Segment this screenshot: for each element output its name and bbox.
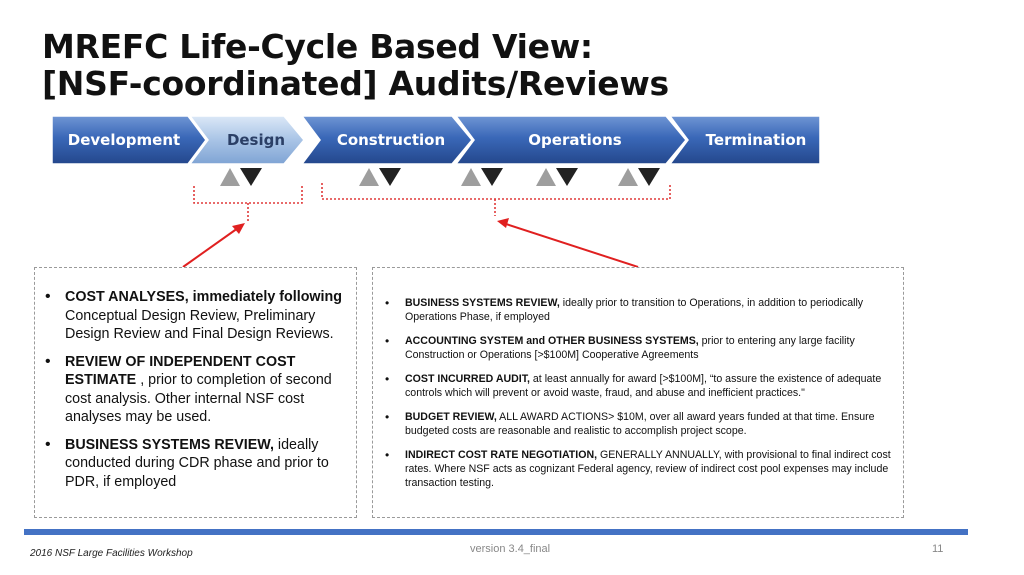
phase-label-construction: Construction	[336, 131, 446, 149]
review-description: at least annually for award [>$100M], “to assure the existence of adequate controls which will prevent or avoid waste, fraud, and abuse and inefficient practices."	[405, 373, 882, 399]
phase-label-termination: Termination	[705, 131, 807, 149]
right-panel-arrow	[497, 218, 638, 267]
list-item	[381, 448, 893, 490]
review-marker-4	[536, 168, 578, 186]
design-phase-bracket	[194, 186, 302, 222]
slide-title-line-2: [NSF-coordinated] Audits/Reviews	[42, 64, 669, 103]
construction-operations-review-list	[381, 296, 893, 490]
footer-divider	[24, 529, 968, 535]
review-title: REVIEW OF INDEPENDENT COST ESTIMATE	[65, 353, 296, 388]
review-description: , prior to completion of second cost analysis. Other internal NSF cost analyses may be used.	[65, 372, 332, 425]
footer-workshop-name: 2016 NSF Large Facilities Workshop	[30, 548, 193, 559]
review-description: ALL AWARD ACTIONS> $10M, over all award years funded at that time. Ensure budgeted costs are reasonable and realistic to accomplish project scope.	[405, 411, 875, 437]
list-item	[381, 296, 893, 324]
phase-label-design: Design	[226, 131, 286, 149]
construction-operations-bracket	[322, 183, 670, 216]
list-item	[381, 334, 893, 362]
phase-label-operations: Operations	[528, 131, 622, 149]
review-title: ACCOUNTING SYSTEM and OTHER BUSINESS SYSTEMS,	[405, 335, 699, 347]
review-description: ideally conducted during CDR phase and prior to PDR, if employed	[65, 436, 329, 490]
design-phase-reviews-panel	[34, 267, 357, 518]
review-marker-2	[359, 168, 401, 186]
review-description: ideally prior to transition to Operations, in addition to periodically Operations Phase, if employed	[405, 297, 864, 323]
review-description: GENERALLY ANNUALLY, with provisional to final indirect cost rates. Where NSF acts as cognizant Federal agency, review of indirect cost pool expenses may include transaction testing.	[405, 449, 891, 489]
list-item	[43, 436, 348, 492]
review-description: prior to entering any large facility Construction or Operations [>$100M] Cooperative Agreements	[405, 335, 855, 361]
construction-operations-reviews-panel	[372, 267, 904, 518]
phase-termination	[670, 116, 820, 164]
design-phase-review-list	[43, 288, 348, 491]
review-title: COST INCURRED AUDIT,	[405, 373, 530, 385]
phase-development	[52, 116, 206, 164]
list-item	[43, 353, 348, 427]
review-marker-3	[461, 168, 503, 186]
left-panel-arrow	[183, 223, 245, 267]
review-description: Conceptual Design Review, Preliminary Design Review and Final Design Reviews.	[65, 307, 334, 342]
slide-title	[42, 28, 669, 102]
review-marker-1	[220, 168, 262, 186]
review-title: COST ANALYSES, immediately following	[65, 289, 342, 305]
review-title: BUDGET REVIEW,	[405, 411, 497, 423]
phase-construction	[302, 116, 472, 164]
phase-label-development: Development	[67, 131, 181, 149]
list-item	[43, 288, 348, 344]
review-title: INDIRECT COST RATE NEGOTIATION,	[405, 449, 598, 461]
page-number: 11	[932, 543, 944, 555]
review-title: BUSINESS SYSTEMS REVIEW,	[405, 297, 560, 309]
review-marker-5	[618, 168, 660, 186]
phase-design	[190, 116, 304, 164]
list-item	[381, 372, 893, 400]
phase-operations	[456, 116, 686, 164]
review-title: BUSINESS SYSTEMS REVIEW,	[65, 436, 274, 453]
slide-title-line-1: MREFC Life-Cycle Based View:	[42, 27, 593, 66]
footer-version: version 3.4_final	[470, 543, 551, 555]
list-item	[381, 410, 893, 438]
